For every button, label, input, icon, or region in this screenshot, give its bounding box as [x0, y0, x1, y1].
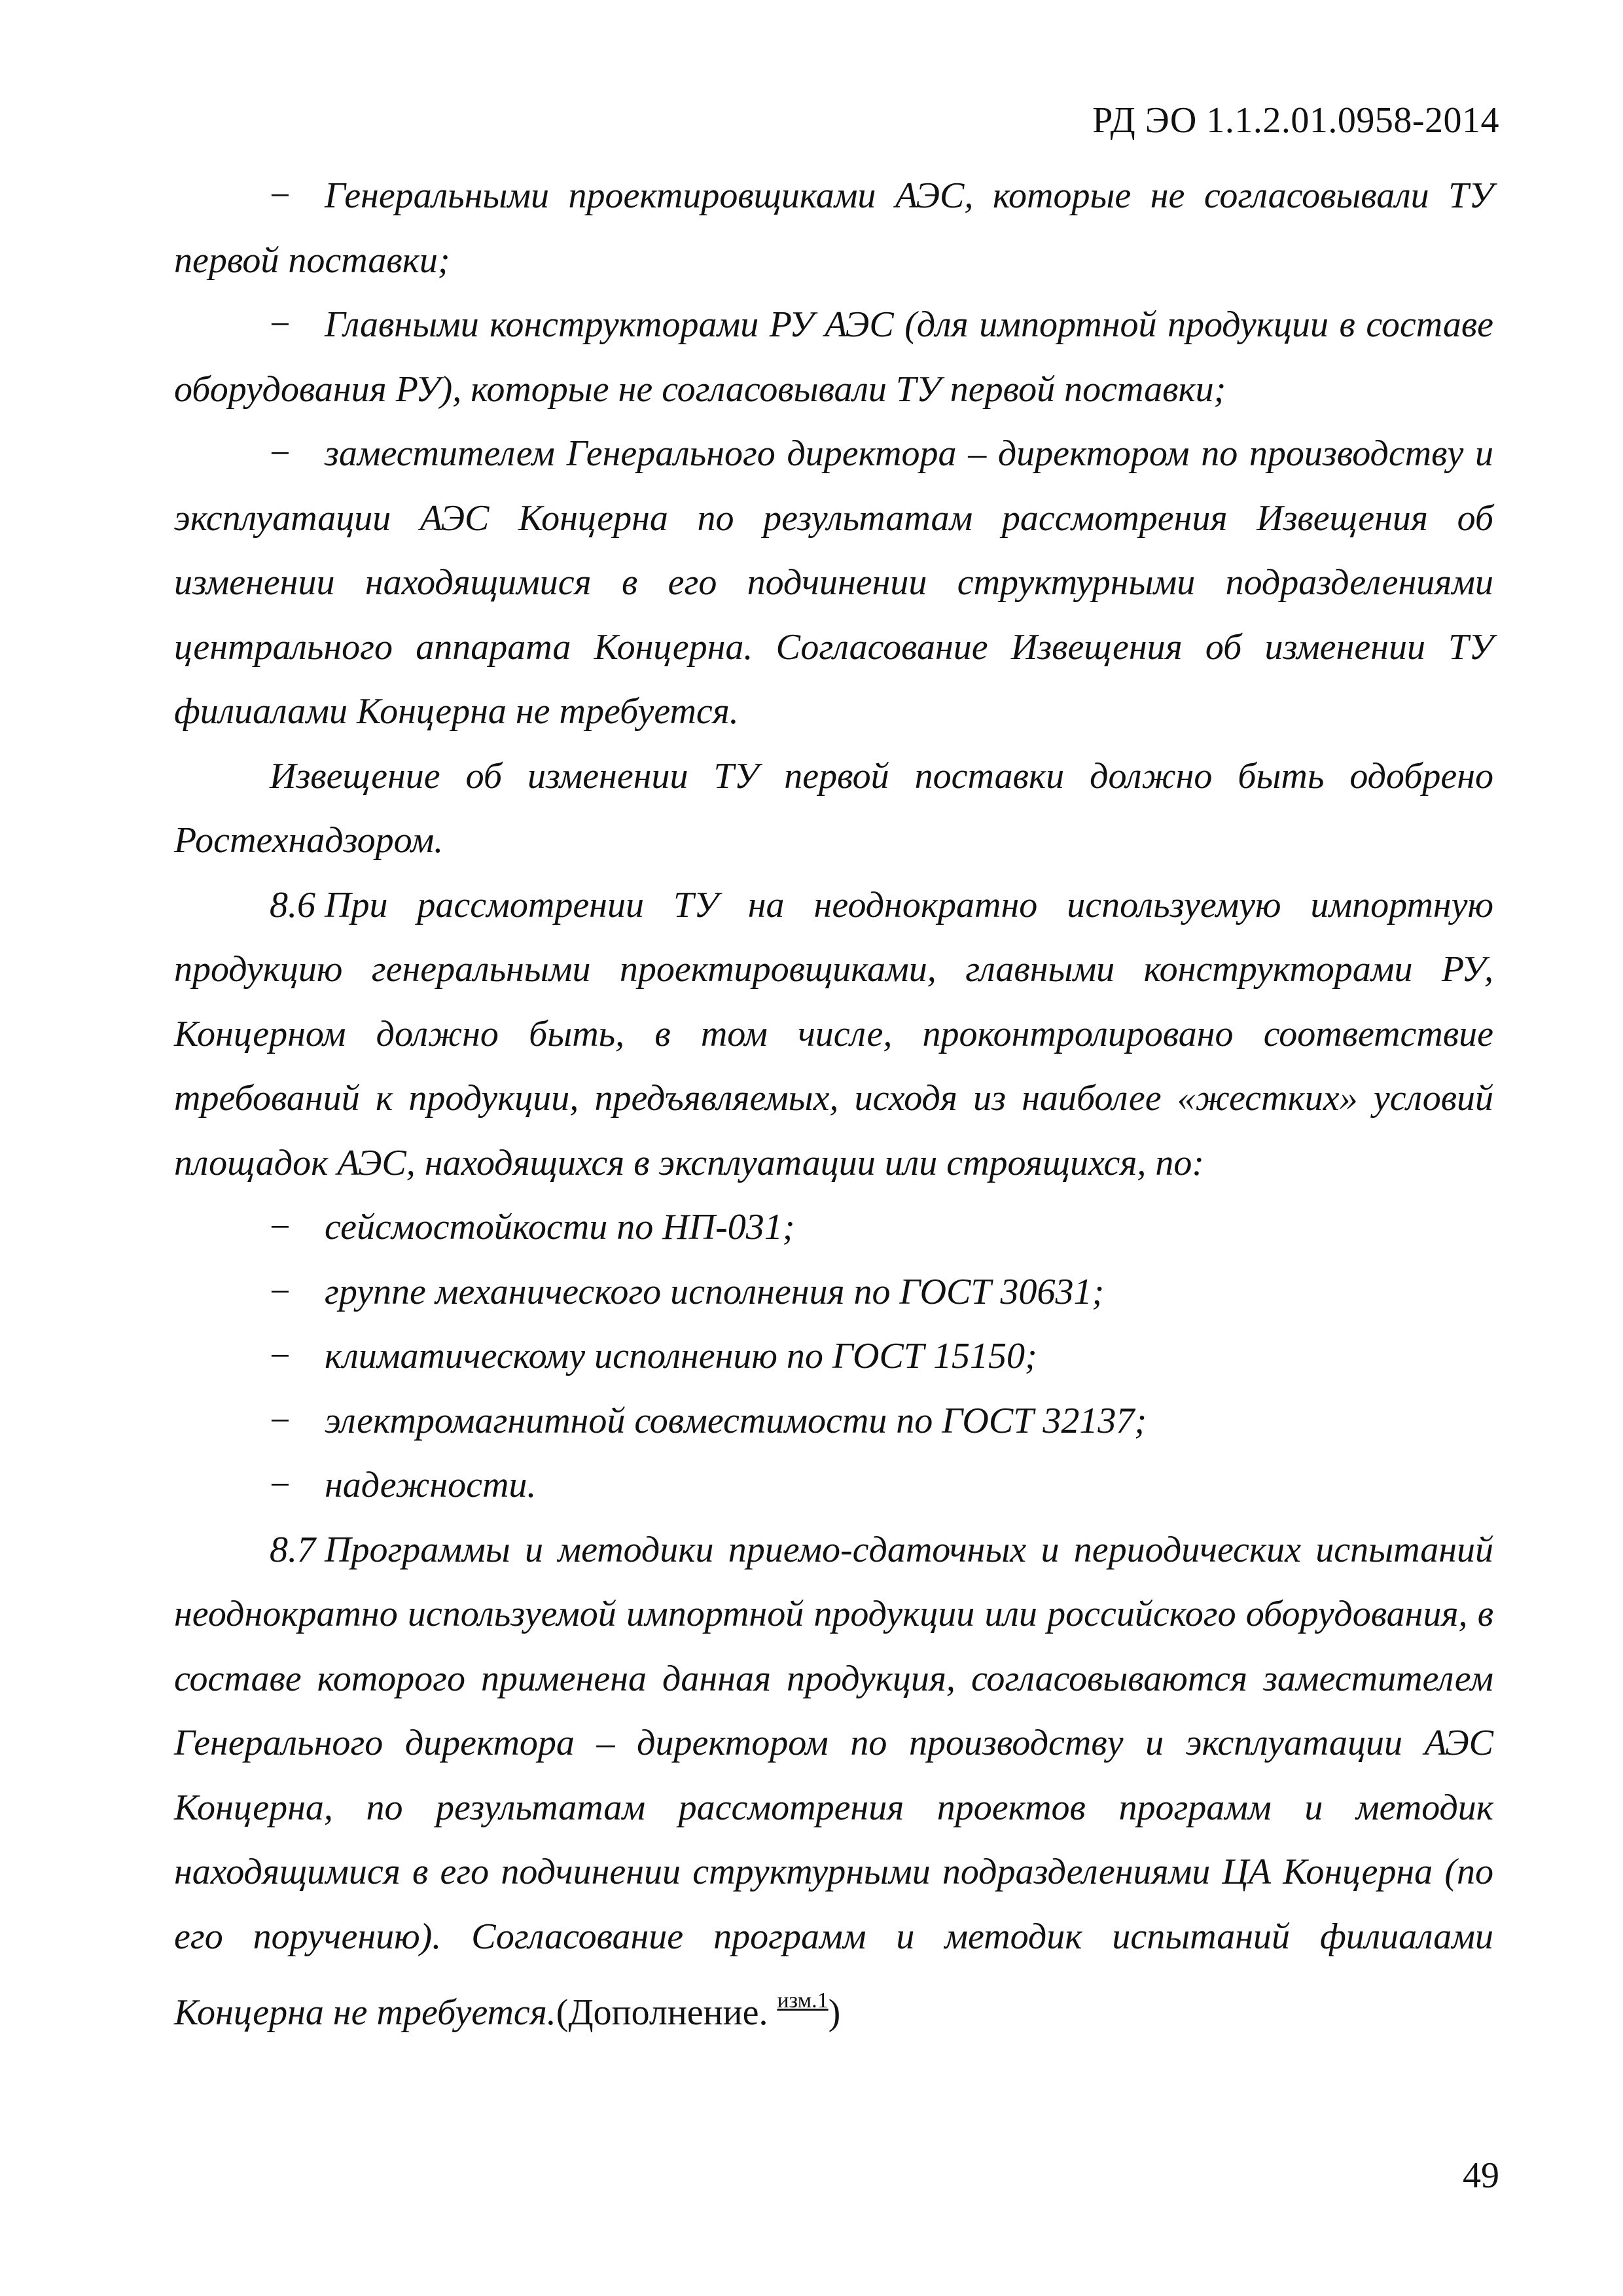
dash-marker: − [270, 1207, 291, 1247]
section-text: Программы и методики приемо-сдаточных и периодических испытаний неоднократно используемой импортной продукции или российского оборудования, в составе которого применена данная продукция, согласовываются заместителем Генерального директора – директором по производству и эксплуатации АЭС Концерна, по результатам рассмотрения проектов программ и методик находящимися в его подчинении структурными подразделениями ЦА Концерна (по его поручению). Согласование программ и методик испытаний филиалами Концерна не требуется. [174, 1529, 1493, 2033]
item-text: группе механического исполнения по ГОСТ 30631; [325, 1271, 1105, 1312]
list-item [174, 1324, 1493, 1389]
list-item [174, 1260, 1493, 1325]
section-8-7 [174, 1518, 1493, 2045]
item-text: Главными конструкторами РУ АЭС (для импортной продукции в составе оборудования РУ), которые не согласовывали ТУ первой поставки; [174, 304, 1493, 410]
section-text: При рассмотрении ТУ на неоднократно используемую импортную продукцию генеральными проектировщиками, главными конструкторами РУ, Концерном должно быть, в том числе, проконтролировано соответствие требований к продукции, предъявляемых, исходя из наиболее «жестких» условий площадок АЭС, находящихся в эксплуатации или строящихся, по: [174, 884, 1493, 1183]
list-item [174, 422, 1493, 744]
document-code: РД ЭО 1.1.2.01.0958-2014 [1092, 100, 1499, 141]
document-body [174, 164, 1493, 2045]
list-item [174, 293, 1493, 422]
dash-marker: − [270, 175, 291, 216]
dash-marker: − [270, 1271, 291, 1312]
section-number: 8.7 [270, 1529, 315, 1570]
dash-marker: − [270, 1336, 291, 1376]
list-item [174, 1195, 1493, 1260]
item-text: электромагнитной совместимости по ГОСТ 32137; [325, 1400, 1147, 1441]
item-text: климатическому исполнению по ГОСТ 15150; [325, 1336, 1037, 1376]
dash-marker: − [270, 1400, 291, 1441]
item-text: сейсмостойкости по НП-031; [325, 1207, 795, 1247]
dash-marker: − [270, 1465, 291, 1505]
item-text: Генеральными проектировщиками АЭС, которые не согласовывали ТУ первой поставки; [174, 175, 1493, 281]
item-text: заместителем Генерального директора – директором по производству и эксплуатации АЭС Концерна по результатам рассмотрения Извещения об изменении находящимися в его подчинении структурными подразделениями центрального аппарата Концерна. Согласование Извещения об изменении ТУ филиалами Концерна не требуется. [174, 433, 1493, 732]
addition-note-close: ) [828, 1992, 841, 2033]
list-item [174, 164, 1493, 293]
page-number: 49 [1463, 2155, 1499, 2196]
dash-marker: − [270, 304, 291, 345]
paragraph-approval: Извещение об изменении ТУ первой поставки должно быть одобрено Ростехнадзором. [174, 755, 1493, 861]
amendment-link[interactable]: изм.1 [777, 1988, 829, 2013]
list-item [174, 1389, 1493, 1454]
section-number: 8.6 [270, 884, 315, 925]
item-text: надежности. [325, 1465, 537, 1505]
list-item [174, 1453, 1493, 1518]
addition-note-open: (Дополнение. [556, 1992, 777, 2033]
section-8-6 [174, 873, 1493, 1196]
dash-marker: − [270, 433, 291, 474]
